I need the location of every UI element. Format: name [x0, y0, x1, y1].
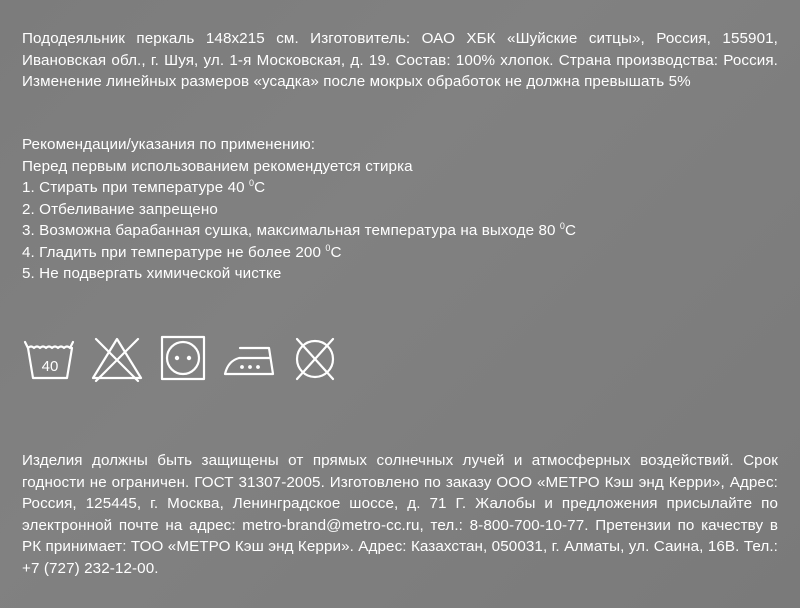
care-recommendations: [22, 134, 778, 285]
tumble-dry-icon: [154, 334, 212, 384]
care-item-5: 5. Не подвергать химической чистке: [22, 265, 282, 282]
iron-icon: [220, 334, 278, 384]
care-heading: Рекомендации/указания по применению:: [22, 136, 316, 153]
care-item-3: 3. Возможна барабанная сушка, максимальная температура на выходе 80 $^0$С: [22, 221, 577, 239]
care-item-1: 1. Стирать при температуре 40 $^0$С: [22, 178, 266, 196]
no-bleach-icon: [88, 334, 146, 384]
no-dry-clean-icon: [286, 334, 344, 384]
product-description: Пододеяльник перкаль 148х215 см. Изготовитель: ОАО ХБК «Шуйские ситцы», Россия, 155901, Ивановская обл., г. Шуя, ул. 1-я Московская, д. 19. Состав: 100% хлопок. Страна производства: Россия. Изменение линейных размеров «усадка» после мокрых обработок не должна превышать 5%: [22, 30, 778, 90]
storage-and-manufacturer-info: Изделия должны быть защищены от прямых солнечных лучей и атмосферных воздействий. Срок годности не ограничен. ГОСТ 31307-2005. Изготовлено по заказу ООО «МЕТРО Кэш энд Керри», Адрес: Россия, 125445, г. Москва, Ленинградское шоссе, д. 71 Г. Жалобы и предложения присылайте по электронной почте на адрес: metro-brand@metro-cc.ru, тел.: 8-800-700-10-77. Претензии по качеству в РК принимает: ТОО «МЕТРО Кэш энд Керри». Адрес: Казахстан, 050031, г. Алматы, ул. Саина, 16В. Тел.: +7 (727) 232-12-00.: [22, 452, 778, 577]
care-item-2: 2. Отбеливание запрещено: [22, 200, 218, 218]
wash-40-icon: [22, 334, 80, 384]
care-symbols-row: [22, 334, 344, 384]
care-item-4: 4. Гладить при температуре не более 200 $^0$С: [22, 242, 342, 261]
care-intro: Перед первым использованием рекомендуется стирка: [22, 157, 413, 175]
wash-temp-label: 40: [41, 358, 59, 375]
